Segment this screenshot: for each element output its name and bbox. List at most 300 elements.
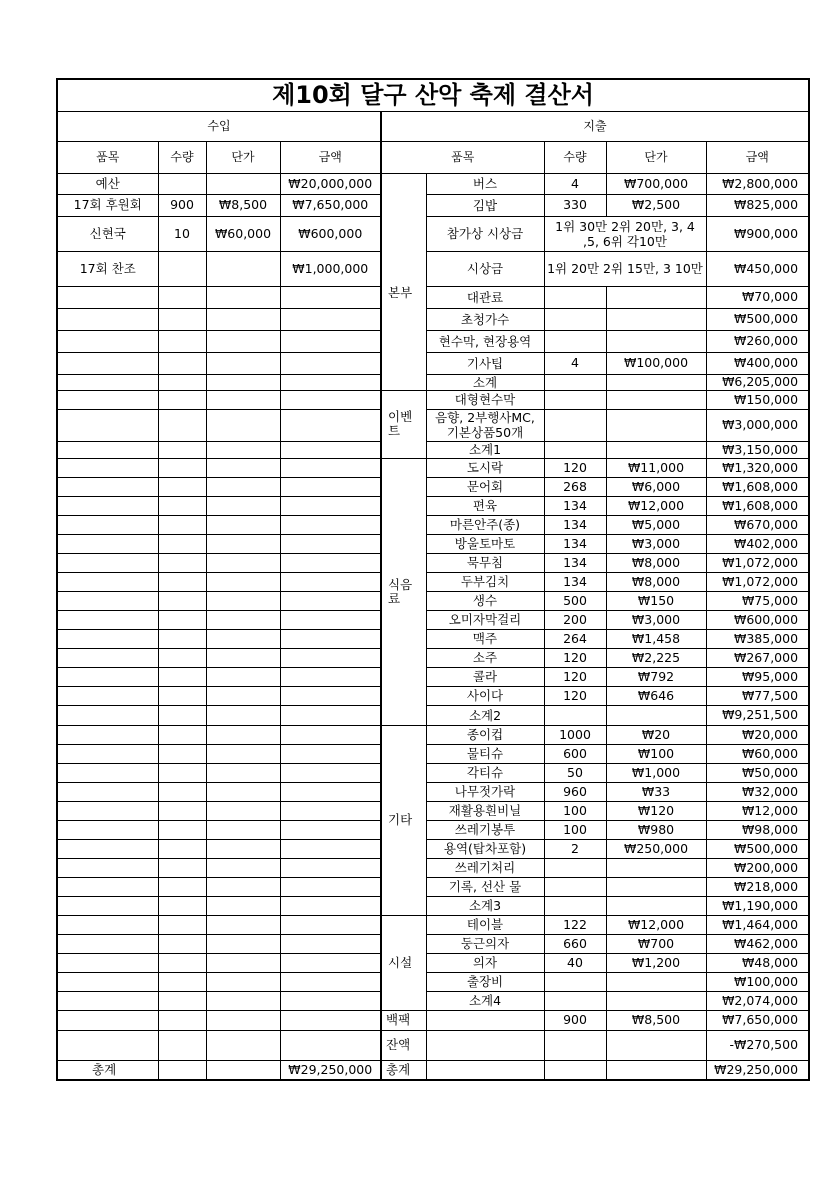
expense-price-cell: ₩8,000 [606,572,706,591]
expense-detail-cell: 1위 20만 2위 15만, 3 10만 [544,251,706,286]
expense-amount-cell: ₩462,000 [706,934,809,953]
income-price-cell: ₩60,000 [206,216,280,251]
income-item-cell: 예산 [57,173,158,194]
expense-amount-cell: ₩1,072,000 [706,572,809,591]
expense-price-cell: ₩2,500 [606,194,706,216]
expense-qty-cell: 40 [544,953,606,972]
expense-price-cell: ₩8,000 [606,553,706,572]
income-item-cell [57,477,158,496]
income-price-cell [206,286,280,308]
income-item-cell [57,972,158,991]
table-row [57,441,809,458]
income-qty-cell [158,725,206,744]
expense-qty-cell: 4 [544,352,606,374]
income-qty-cell [158,374,206,390]
income-empty-cell [57,1010,158,1030]
income-qty-cell [158,877,206,896]
expense-amount-cell: ₩400,000 [706,352,809,374]
income-price-cell [206,953,280,972]
income-qty-cell [158,991,206,1010]
income-price-cell [206,441,280,458]
expense-price-cell [606,991,706,1010]
expense-price-cell [606,1030,706,1060]
expense-amount-cell: ₩77,500 [706,686,809,705]
income-amount-cell [280,477,381,496]
expense-total-amount: ₩29,250,000 [706,1060,809,1080]
expense-qty-cell [544,1060,606,1080]
income-amount-cell [280,374,381,390]
expense-item-cell: 시상금 [426,251,544,286]
expense-item-cell: 현수막, 현장용역 [426,330,544,352]
income-amount-cell [280,839,381,858]
expense-qty-cell: 330 [544,194,606,216]
income-price-cell [206,374,280,390]
income-amount-cell [280,763,381,782]
expense-amount-cell: ₩2,074,000 [706,991,809,1010]
income-price-cell [206,782,280,801]
income-amount-cell [280,858,381,877]
income-qty-cell [158,534,206,553]
income-price-cell [206,308,280,330]
income-amount-cell [280,953,381,972]
income-price-cell [206,686,280,705]
income-amount-cell [280,934,381,953]
expense-section-header: 지출 [381,111,809,141]
income-amount-cell [280,458,381,477]
expense-amount-cell: ₩48,000 [706,953,809,972]
income-qty-cell [158,286,206,308]
expense-amount-cell: ₩70,000 [706,286,809,308]
income-col-price: 단가 [206,141,280,173]
expense-item-cell: 콜라 [426,667,544,686]
expense-category-food: 식음료 [381,458,426,725]
table-row [57,667,809,686]
income-amount-cell [280,352,381,374]
expense-price-cell: ₩33 [606,782,706,801]
table-row [57,763,809,782]
expense-category-etc: 기타 [381,725,426,915]
income-price-cell [206,877,280,896]
table-row [57,705,809,725]
expense-amount-cell: ₩1,608,000 [706,496,809,515]
expense-price-cell: ₩2,225 [606,648,706,667]
expense-item-cell: 맥주 [426,629,544,648]
expense-price-cell: ₩646 [606,686,706,705]
expense-item-cell: 소계1 [426,441,544,458]
expense-price-cell: ₩3,000 [606,610,706,629]
expense-qty-cell: 960 [544,782,606,801]
expense-qty-cell: 134 [544,496,606,515]
expense-amount-cell: ₩100,000 [706,972,809,991]
table-row [57,173,809,194]
expense-qty-cell: 122 [544,915,606,934]
table-row [57,1030,809,1060]
expense-price-cell: ₩11,000 [606,458,706,477]
income-amount-cell [280,896,381,915]
table-row [57,934,809,953]
income-qty-cell [158,251,206,286]
income-item-cell [57,553,158,572]
expense-item-cell: 대형현수막 [426,390,544,409]
expense-amount-cell: ₩267,000 [706,648,809,667]
income-qty-cell [158,629,206,648]
expense-qty-cell [544,858,606,877]
income-empty-cell [158,1010,206,1030]
income-amount-cell [280,801,381,820]
income-price-cell [206,534,280,553]
table-row [57,572,809,591]
income-total-amount: ₩29,250,000 [280,1060,381,1080]
income-qty-cell [158,953,206,972]
table-row [57,477,809,496]
expense-category-balance: 잔액 [381,1030,426,1060]
balance-amount: -₩270,500 [706,1030,809,1060]
expense-qty-cell [544,972,606,991]
expense-qty-cell: 2 [544,839,606,858]
table-row [57,352,809,374]
income-amount-cell [280,496,381,515]
income-price-cell [206,330,280,352]
income-section-header: 수입 [57,111,381,141]
expense-qty-cell: 120 [544,667,606,686]
expense-qty-cell: 134 [544,515,606,534]
expense-item-cell: 의자 [426,953,544,972]
income-item-cell [57,782,158,801]
expense-qty-cell: 268 [544,477,606,496]
income-item-cell [57,953,158,972]
income-price-cell [206,390,280,409]
income-item-cell [57,572,158,591]
expense-amount-cell: ₩20,000 [706,725,809,744]
income-item-cell [57,441,158,458]
income-amount-cell: ₩600,000 [280,216,381,251]
expense-qty-cell: 1000 [544,725,606,744]
table-row [57,553,809,572]
expense-price-cell [606,286,706,308]
income-price-cell [206,610,280,629]
expense-item-cell: 김밥 [426,194,544,216]
expense-amount-cell: ₩402,000 [706,534,809,553]
income-qty-cell [158,330,206,352]
income-qty-cell [158,308,206,330]
expense-amount-cell: ₩60,000 [706,744,809,763]
table-row [57,286,809,308]
expense-col-price: 단가 [606,141,706,173]
income-qty-cell [158,572,206,591]
table-row [57,496,809,515]
expense-qty-cell: 120 [544,686,606,705]
expense-amount-cell: ₩75,000 [706,591,809,610]
expense-amount-cell: ₩825,000 [706,194,809,216]
table-row [57,648,809,667]
income-price-cell [206,458,280,477]
income-qty-cell [158,839,206,858]
income-item-cell [57,705,158,725]
expense-item-cell: 도시락 [426,458,544,477]
income-item-cell [57,534,158,553]
income-qty-cell [158,352,206,374]
income-price-cell [206,801,280,820]
income-qty-cell [158,173,206,194]
income-total-label: 총계 [57,1060,158,1080]
table-row [57,390,809,409]
expense-price-cell [606,390,706,409]
expense-item-cell: 마른안주(종) [426,515,544,534]
expense-qty-cell: 600 [544,744,606,763]
table-row [57,915,809,934]
expense-amount-cell: ₩3,000,000 [706,409,809,441]
expense-price-cell: ₩100 [606,744,706,763]
income-item-cell [57,820,158,839]
income-price-cell [206,496,280,515]
income-item-cell: 신현국 [57,216,158,251]
expense-price-cell: ₩792 [606,667,706,686]
expense-total-label: 총계 [381,1060,426,1080]
table-row [57,1010,809,1030]
income-item-cell [57,610,158,629]
income-price-cell [206,173,280,194]
income-price-cell [206,667,280,686]
expense-item-cell: 대관료 [426,286,544,308]
income-amount-cell [280,409,381,441]
expense-category-facility: 시설 [381,915,426,1010]
income-empty-cell [280,1010,381,1030]
income-amount-cell [280,591,381,610]
expense-amount-cell: ₩12,000 [706,801,809,820]
expense-item-cell: 종이컵 [426,725,544,744]
expense-item-cell: 초청가수 [426,308,544,330]
income-qty-cell [158,934,206,953]
expense-category-bonbu: 본부 [381,173,426,390]
expense-item-cell: 각티슈 [426,763,544,782]
income-amount-cell [280,572,381,591]
income-qty-cell [158,915,206,934]
expense-item-cell: 오미자막걸리 [426,610,544,629]
expense-amount-cell: ₩200,000 [706,858,809,877]
income-empty-cell [57,1030,158,1060]
expense-category-event: 이벤트 [381,390,426,458]
expense-item-cell: 용역(탑차포함) [426,839,544,858]
income-price-cell [206,991,280,1010]
table-row [57,251,809,286]
income-price-cell [206,763,280,782]
expense-qty-cell [544,409,606,441]
expense-qty-cell [544,308,606,330]
income-amount-cell [280,390,381,409]
income-amount-cell: ₩7,650,000 [280,194,381,216]
expense-qty-cell: 134 [544,572,606,591]
expense-qty-cell [544,1030,606,1060]
expense-amount-cell: ₩1,072,000 [706,553,809,572]
expense-price-cell: ₩150 [606,591,706,610]
expense-price-cell: ₩1,200 [606,953,706,972]
expense-item-cell: 재활용흰비닐 [426,801,544,820]
table-row [57,216,809,251]
table-row [57,801,809,820]
expense-qty-cell: 120 [544,648,606,667]
expense-item-cell: 쓰레기처리 [426,858,544,877]
income-price-cell [206,858,280,877]
expense-item-cell: 물티슈 [426,744,544,763]
expense-item-cell: 편육 [426,496,544,515]
expense-qty-cell [544,330,606,352]
income-price-cell [206,352,280,374]
income-item-cell [57,591,158,610]
income-item-cell [57,991,158,1010]
income-qty-cell [158,591,206,610]
page-title: 제10회 달구 산악 축제 결산서 [57,79,809,111]
income-price-cell [206,515,280,534]
expense-price-cell: ₩12,000 [606,496,706,515]
expense-item-cell: 기사팁 [426,352,544,374]
expense-amount-cell: ₩150,000 [706,390,809,409]
expense-item-cell: 소계4 [426,991,544,1010]
income-qty-cell [158,972,206,991]
income-amount-cell [280,308,381,330]
income-amount-cell [280,725,381,744]
income-price-cell [206,591,280,610]
expense-qty-cell [544,374,606,390]
total-row [57,1060,809,1080]
table-row [57,534,809,553]
income-amount-cell [280,972,381,991]
income-amount-cell: ₩1,000,000 [280,251,381,286]
income-amount-cell [280,705,381,725]
expense-item-cell: 참가상 시상금 [426,216,544,251]
income-qty-cell [158,782,206,801]
table-row [57,839,809,858]
expense-price-cell: ₩6,000 [606,477,706,496]
income-qty-cell [158,515,206,534]
income-item-cell [57,374,158,390]
income-amount-cell [280,534,381,553]
expense-price-cell: ₩3,000 [606,534,706,553]
expense-price-cell [606,877,706,896]
income-amount-cell [280,915,381,934]
income-price-cell [206,572,280,591]
income-item-cell [57,801,158,820]
income-qty-cell [158,409,206,441]
income-price-cell [206,934,280,953]
income-empty-cell [206,1010,280,1030]
income-item-cell [57,629,158,648]
income-item-cell [57,725,158,744]
income-empty-cell [158,1060,206,1080]
expense-amount-cell: ₩2,800,000 [706,173,809,194]
expense-price-cell [606,896,706,915]
table-row [57,782,809,801]
table-row [57,896,809,915]
expense-price-cell [606,441,706,458]
income-amount-cell [280,441,381,458]
table-row [57,858,809,877]
expense-item-cell: 기록, 선산 물 [426,877,544,896]
income-price-cell [206,629,280,648]
expense-item-cell: 소주 [426,648,544,667]
table-row [57,330,809,352]
expense-amount-cell: ₩260,000 [706,330,809,352]
income-qty-cell [158,705,206,725]
expense-amount-cell: ₩95,000 [706,667,809,686]
income-amount-cell [280,991,381,1010]
income-price-cell [206,896,280,915]
expense-item-cell: 둥근의자 [426,934,544,953]
income-amount-cell [280,553,381,572]
expense-price-cell: ₩250,000 [606,839,706,858]
income-item-cell [57,839,158,858]
income-amount-cell [280,629,381,648]
income-price-cell [206,477,280,496]
expense-price-cell [606,330,706,352]
income-item-cell [57,496,158,515]
income-qty-cell [158,496,206,515]
expense-item-cell: 쓰레기봉투 [426,820,544,839]
table-row [57,458,809,477]
expense-item-cell: 사이다 [426,686,544,705]
expense-amount-cell: ₩500,000 [706,839,809,858]
expense-amount-cell: ₩500,000 [706,308,809,330]
income-qty-cell [158,477,206,496]
income-amount-cell [280,686,381,705]
expense-amount-cell: ₩450,000 [706,251,809,286]
income-amount-cell [280,330,381,352]
expense-qty-cell: 100 [544,820,606,839]
income-qty-cell [158,801,206,820]
expense-item-cell [426,1010,544,1030]
expense-qty-cell [544,441,606,458]
income-qty-cell [158,744,206,763]
income-amount-cell [280,744,381,763]
expense-qty-cell: 50 [544,763,606,782]
expense-item-cell: 테이블 [426,915,544,934]
income-qty-cell [158,686,206,705]
expense-price-cell [606,409,706,441]
income-item-cell: 17회 후원회 [57,194,158,216]
income-amount-cell [280,515,381,534]
income-item-cell [57,648,158,667]
expense-price-cell: ₩1,458 [606,629,706,648]
income-price-cell [206,553,280,572]
income-empty-cell [206,1060,280,1080]
expense-item-cell: 소계3 [426,896,544,915]
expense-amount-cell: ₩6,205,000 [706,374,809,390]
income-price-cell [206,251,280,286]
expense-price-cell: ₩700 [606,934,706,953]
expense-price-cell [606,1060,706,1080]
expense-qty-cell [544,896,606,915]
income-item-cell [57,308,158,330]
expense-amount-cell: ₩1,608,000 [706,477,809,496]
income-price-cell [206,705,280,725]
income-qty-cell [158,610,206,629]
income-price-cell [206,744,280,763]
income-item-cell [57,763,158,782]
income-price-cell [206,915,280,934]
table-row [57,686,809,705]
income-qty-cell [158,553,206,572]
expense-item-cell: 음향, 2부행사MC, 기본상품50개 [426,409,544,441]
income-item-cell [57,877,158,896]
table-row [57,629,809,648]
table-row [57,991,809,1010]
income-item-cell: 17회 찬조 [57,251,158,286]
income-qty-cell [158,858,206,877]
expense-qty-cell [544,877,606,896]
expense-col-amount: 금액 [706,141,809,173]
expense-item-cell: 소계 [426,374,544,390]
expense-qty-cell: 660 [544,934,606,953]
income-price-cell [206,725,280,744]
